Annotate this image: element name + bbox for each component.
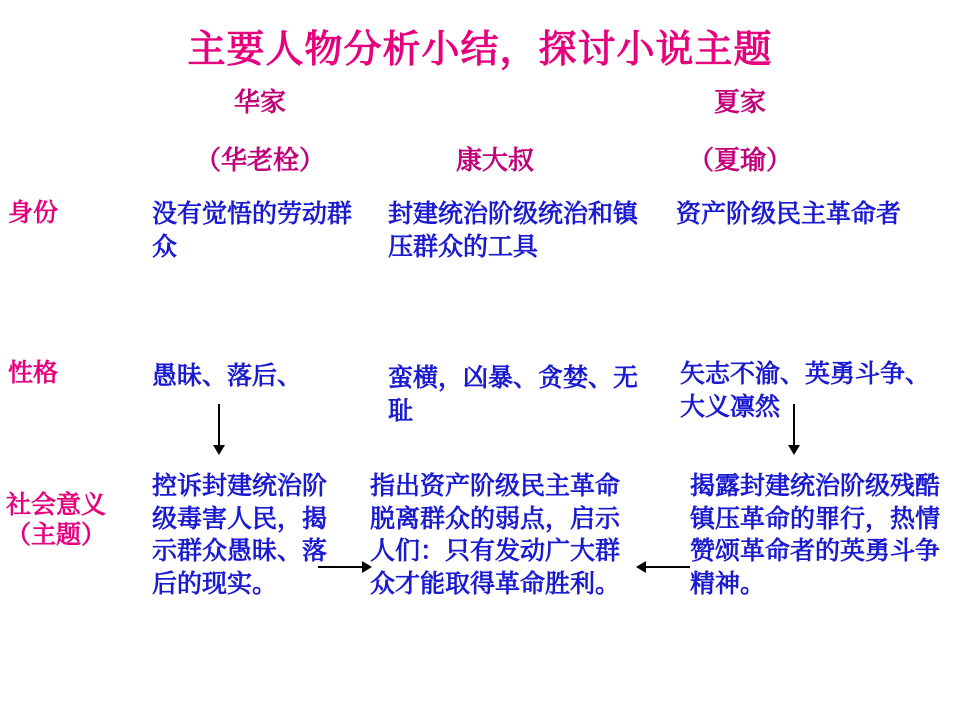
column-subheader-hualaoshuan: （华老栓）: [194, 146, 325, 176]
row-label-identity: 身份: [8, 198, 59, 227]
column-header-hua-family: 华家: [233, 88, 286, 118]
cell-personality-kangdashu: 蛮横，凶暴、贪婪、无耻: [388, 363, 639, 425]
cell-personality-hualaoshuan: 愚昧、落后、: [152, 361, 303, 390]
column-subheader-kangdashu: 康大叔: [455, 146, 534, 176]
cell-personality-xiayu: 矢志不渝、英勇斗争、大义凛然: [680, 359, 931, 421]
page-title: 主要人物分析小结，探讨小说主题: [187, 26, 773, 71]
cell-identity-hualaoshuan: 没有觉悟的劳动群众: [152, 199, 353, 261]
column-subheader-xiayu: （夏瑜）: [687, 146, 792, 176]
arrow-left-to-center-icon: [646, 566, 690, 568]
column-header-xia-family: 夏家: [713, 88, 766, 118]
arrow-down-left-column-icon: [218, 404, 220, 446]
arrow-right-to-center-icon: [318, 566, 362, 568]
cell-meaning-hualaoshuan: 控诉封建统治阶级毒害人民，揭示群众愚昧、落后的现实。: [152, 471, 328, 598]
cell-meaning-xiayu: 揭露封建统治阶级残酷镇压革命的罪行，热情赞颂革命者的英勇斗争精神。: [690, 471, 941, 598]
arrow-down-right-column-icon: [793, 404, 795, 446]
row-label-personality: 性格: [8, 358, 59, 387]
cell-identity-xiayu: 资产阶级民主革命者: [676, 199, 902, 228]
cell-meaning-kangdashu: 指出资产阶级民主革命脱离群众的弱点，启示人们：只有发动广大群众才能取得革命胜利。: [370, 471, 621, 598]
cell-identity-kangdashu: 封建统治阶级统治和镇压群众的工具: [388, 199, 639, 261]
row-label-social-meaning: 社会意义（主题）: [6, 490, 107, 549]
